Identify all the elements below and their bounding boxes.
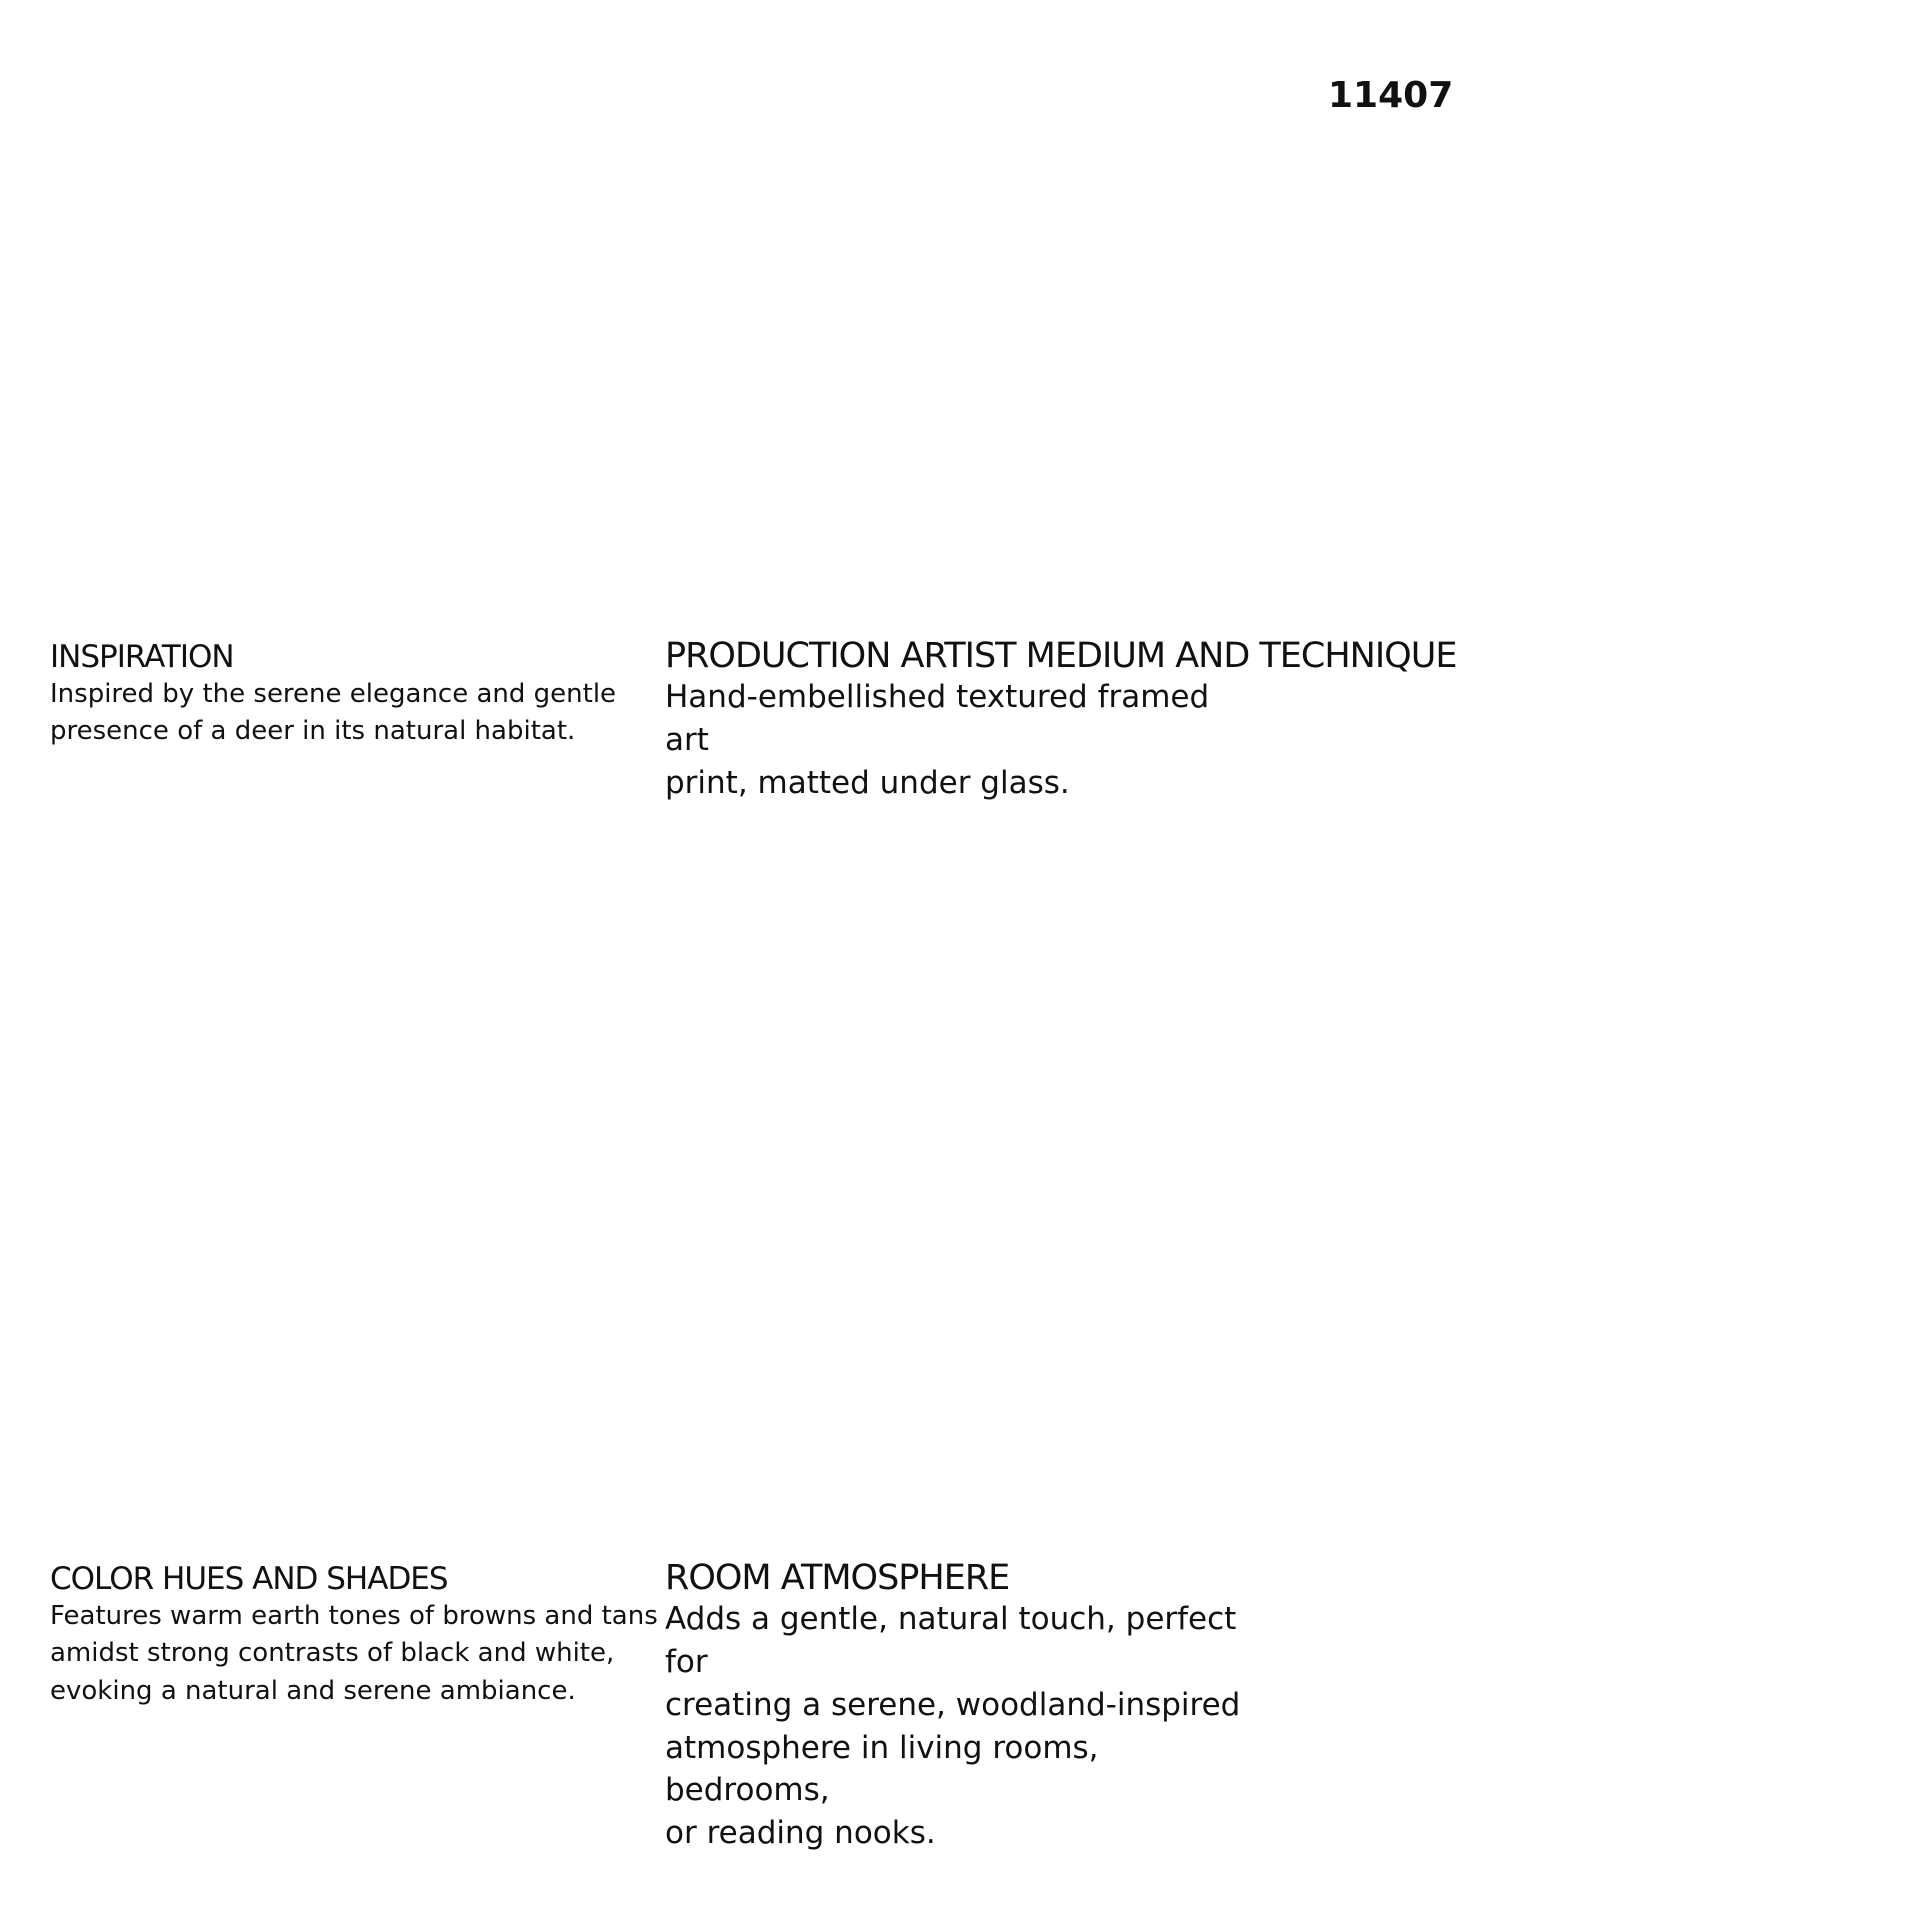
inspiration-line: presence of a deer in its natural habitat. (50, 716, 576, 747)
product-sku: 11407 (1328, 75, 1454, 116)
production-line: print, matted under glass. (665, 764, 1070, 801)
production-text (665, 676, 1245, 804)
color-text (50, 1598, 660, 1711)
production-section (665, 636, 1457, 805)
production-heading: PRODUCTION ARTIST MEDIUM AND TECHNIQUE (665, 636, 1457, 676)
room-atmosphere-line: atmosphere in living rooms, bedrooms, (665, 1729, 1099, 1809)
color-line: amidst strong contrasts of black and white, (50, 1638, 615, 1669)
inspiration-heading: INSPIRATION (50, 639, 234, 675)
color-line: evoking a natural and serene ambiance. (50, 1676, 576, 1707)
room-atmosphere-line: or reading nooks. (665, 1815, 936, 1852)
color-section (50, 1562, 660, 1711)
color-heading: COLOR HUES AND SHADES (50, 1561, 448, 1597)
inspiration-section (50, 640, 640, 751)
room-atmosphere-line: Adds a gentle, natural touch, perfect for (665, 1601, 1237, 1681)
production-line: Hand-embellished textured framed art (665, 679, 1210, 759)
room-atmosphere-section (665, 1558, 1265, 1855)
inspiration-text (50, 676, 640, 751)
color-line: Features warm earth tones of browns and tans (50, 1600, 658, 1631)
room-atmosphere-line: creating a serene, woodland-inspired (665, 1686, 1241, 1723)
inspiration-line: Inspired by the serene elegance and gentle (50, 678, 617, 709)
room-atmosphere-text (665, 1598, 1265, 1855)
room-atmosphere-heading: ROOM ATMOSPHERE (665, 1558, 1010, 1598)
